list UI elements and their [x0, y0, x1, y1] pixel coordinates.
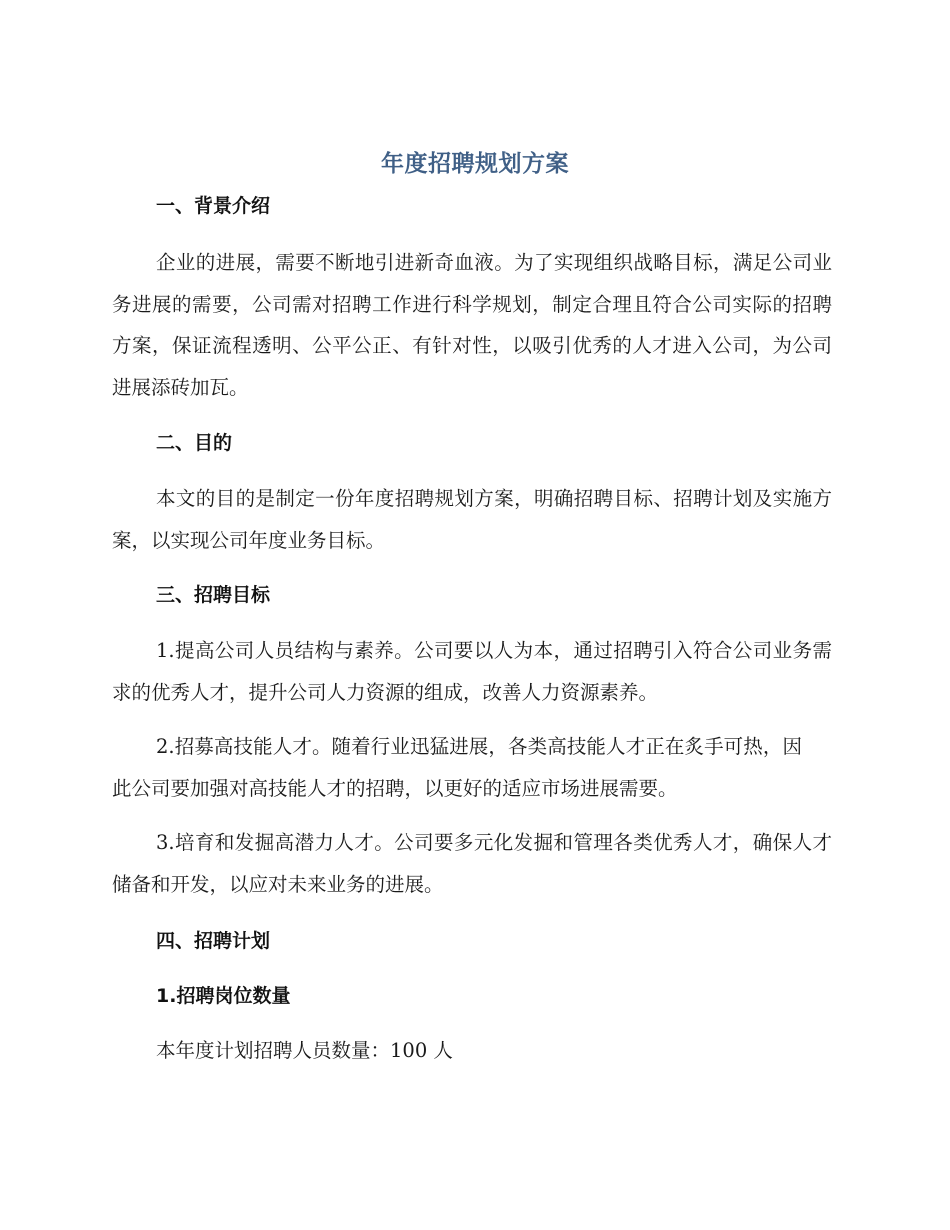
- paragraph-goal-1: 1.提高公司人员结构与素养。公司要以人为本，通过招聘引入符合公司业务需求的优秀人才，提升公司人力资源的组成，改善人力资源素养。: [112, 639, 832, 704]
- section-heading-goals: 三、招聘目标: [156, 584, 271, 606]
- section-heading-plan: 四、招聘计划: [156, 930, 271, 952]
- paragraph-headcount: 本年度计划招聘人员数量：100 人: [156, 1039, 453, 1062]
- section-heading-background: 一、背景介绍: [156, 195, 271, 217]
- section-heading-purpose: 二、目的: [156, 432, 233, 454]
- paragraph-goal-2: 2.招募高技能人才。随着行业迅猛进展，各类高技能人才正在炙手可热，因此公司要加强对高技能人才的招聘，以更好的适应市场进展需要。: [112, 735, 802, 800]
- paragraph-purpose: 本文的目的是制定一份年度招聘规划方案，明确招聘目标、招聘计划及实施方案，以实现公司年度业务目标。: [112, 487, 832, 552]
- subheading-position-count: 1.招聘岗位数量: [156, 985, 291, 1007]
- paragraph-background: 企业的进展，需要不断地引进新奇血液。为了实现组织战略目标，满足公司业务进展的需要，公司需对招聘工作进行科学规划，制定合理且符合公司实际的招聘方案，保证流程透明、公平公正、有针对性，以吸引优秀的人才进入公司，为公司进展添砖加瓦。: [112, 251, 832, 399]
- document-title: 年度招聘规划方案: [381, 151, 569, 177]
- paragraph-goal-3: 3.培育和发掘高潜力人才。公司要多元化发掘和管理各类优秀人才，确保人才储备和开发，以应对未来业务的进展。: [112, 831, 832, 896]
